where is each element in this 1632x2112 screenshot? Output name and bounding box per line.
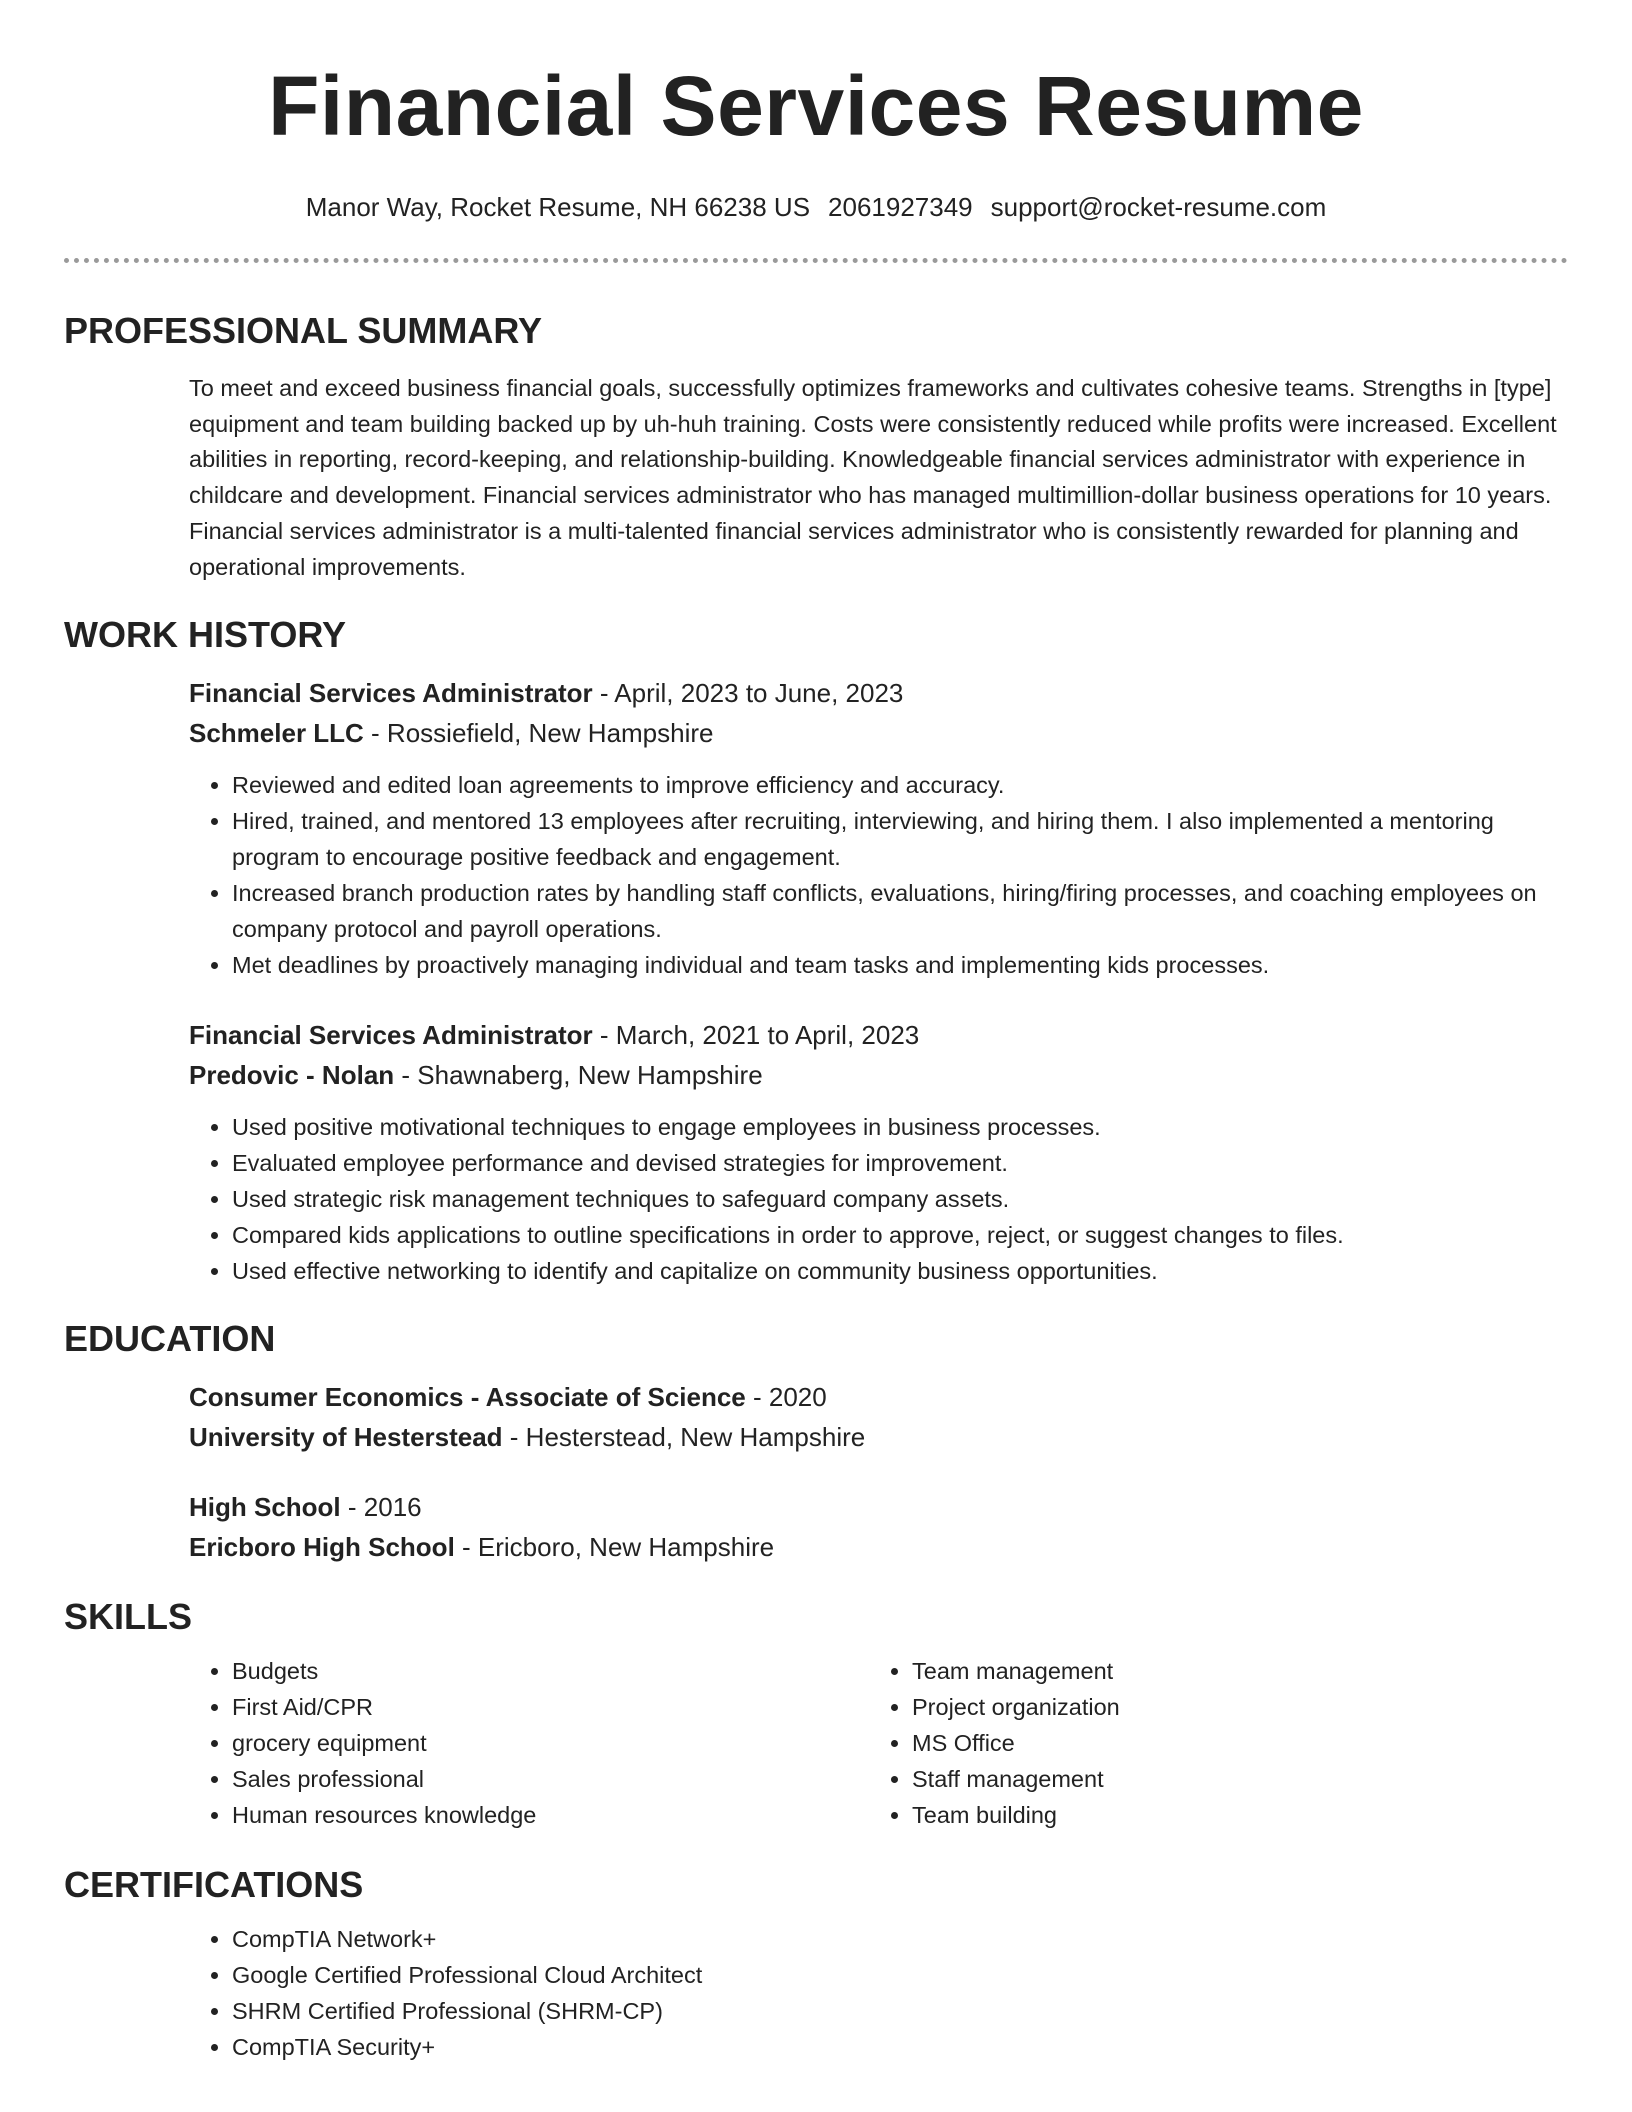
work-section: [64, 613, 1568, 1289]
list-item: • Sales professional: [232, 1761, 869, 1797]
education-degree: Consumer Economics - Associate of Science: [189, 1382, 746, 1413]
education-school: University of Hesterstead: [189, 1422, 503, 1453]
contact-phone: 2061927349: [828, 192, 973, 222]
education-school-line: [189, 1417, 1568, 1457]
job-entry: [189, 1015, 1568, 1289]
skills-list: [869, 1653, 1549, 1833]
education-entry: [189, 1487, 1568, 1567]
list-item: • Team building: [912, 1797, 1549, 1833]
education-entry: [189, 1377, 1568, 1457]
contact-email: support@rocket-resume.com: [990, 192, 1327, 222]
education-body: [189, 1377, 1568, 1567]
header-divider: [64, 258, 1568, 263]
job-dates: - April, 2023 to June, 2023: [592, 678, 904, 709]
skills-body: [189, 1653, 1568, 1833]
job-entry: [189, 673, 1568, 983]
certifications-body: [189, 1921, 1568, 2065]
summary-text: To meet and exceed business financial goals, successfully optimizes frameworks and cultivates cohesive teams. Strengths in [type] equipment and team building backed up by uh-huh training. Costs were consistently reduced while profits were increased. Excellent abilities in reporting, record-keeping, and relationship-building. Knowledgeable financial services administrator with experience in childcare and development. Financial services administrator who has managed multimillion-dollar business operations for 10 years. Financial services administrator is a multi-talented financial services administrator who is consistently rewarded for planning and operational improvements.: [189, 375, 1557, 580]
skills-column-right: [869, 1653, 1549, 1833]
job-location: - Rossiefield, New Hampshire: [363, 718, 714, 749]
education-degree-line: [189, 1487, 1568, 1527]
list-item: • Evaluated employee performance and devised strategies for improvement.: [232, 1145, 1568, 1181]
list-item: • Used effective networking to identify and capitalize on community business opportunities.: [232, 1253, 1568, 1289]
contact-address: Manor Way, Rocket Resume, NH 66238 US: [305, 192, 811, 222]
work-body: [189, 673, 1568, 1289]
certifications-section: [64, 1863, 1568, 2065]
list-item: • Compared kids applications to outline specifications in order to approve, reject, or suggest changes to files.: [232, 1217, 1568, 1253]
list-item: • Team management: [912, 1653, 1549, 1689]
education-year: - 2016: [340, 1492, 422, 1523]
summary-section: [64, 309, 1568, 585]
skills-list: [189, 1653, 869, 1833]
list-item: • Reviewed and edited loan agreements to improve efficiency and accuracy.: [232, 767, 1568, 803]
work-heading: WORK HISTORY: [64, 614, 347, 656]
list-item: • First Aid/CPR: [232, 1689, 869, 1725]
education-year: - 2020: [745, 1382, 827, 1413]
list-item: • grocery equipment: [232, 1725, 869, 1761]
list-item: • CompTIA Network+: [232, 1921, 1568, 1957]
list-item: • Hired, trained, and mentored 13 employees after recruiting, interviewing, and hiring them. I also implemented a mentoring program to encourage positive feedback and engagement.: [232, 803, 1568, 875]
job-bullets: [189, 767, 1568, 983]
job-role: Financial Services Administrator: [189, 1020, 593, 1051]
job-role-line: [189, 673, 1568, 713]
job-company-line: [189, 1055, 1568, 1095]
list-item: • Used strategic risk management techniques to safeguard company assets.: [232, 1181, 1568, 1217]
list-item: • MS Office: [912, 1725, 1549, 1761]
job-company: Schmeler LLC: [189, 718, 364, 749]
education-degree: High School: [189, 1492, 341, 1523]
list-item: • Project organization: [912, 1689, 1549, 1725]
education-school: Ericboro High School: [189, 1532, 455, 1563]
summary-heading: PROFESSIONAL SUMMARY: [64, 310, 543, 351]
list-item: • CompTIA Security+: [232, 2029, 1568, 2065]
education-degree-line: [189, 1377, 1568, 1417]
list-item: • Increased branch production rates by handling staff conflicts, evaluations, hiring/firing processes, and coaching employees on company protocol and payroll operations.: [232, 875, 1568, 947]
certifications-heading: CERTIFICATIONS: [64, 1864, 364, 1906]
skills-section: [64, 1595, 1568, 1833]
job-location: - Shawnaberg, New Hampshire: [394, 1060, 763, 1091]
contact-line: [64, 190, 1568, 224]
list-item: • Human resources knowledge: [232, 1797, 869, 1833]
education-school-line: [189, 1527, 1568, 1567]
list-item: • Used positive motivational techniques to engage employees in business processes.: [232, 1109, 1568, 1145]
job-bullets: [189, 1109, 1568, 1289]
job-company-line: [189, 713, 1568, 753]
job-company: Predovic - Nolan: [189, 1060, 395, 1091]
education-location: - Ericboro, New Hampshire: [454, 1532, 775, 1563]
resume-title: Financial Services Resume: [268, 59, 1364, 153]
skills-column-left: [189, 1653, 869, 1833]
education-heading: EDUCATION: [64, 1318, 276, 1360]
summary-body: [189, 371, 1568, 585]
list-item: • Staff management: [912, 1761, 1549, 1797]
job-role-line: [189, 1015, 1568, 1055]
certifications-list: [189, 1921, 1568, 2065]
job-role: Financial Services Administrator: [189, 678, 593, 709]
list-item: • Met deadlines by proactively managing individual and team tasks and implementing kids processes.: [232, 947, 1568, 983]
education-location: - Hesterstead, New Hampshire: [502, 1422, 866, 1453]
skills-heading: SKILLS: [64, 1596, 193, 1638]
list-item: • Budgets: [232, 1653, 869, 1689]
education-section: [64, 1317, 1568, 1567]
list-item: • SHRM Certified Professional (SHRM-CP): [232, 1993, 1568, 2029]
resume-header: [64, 0, 1568, 224]
list-item: • Google Certified Professional Cloud Architect: [232, 1957, 1568, 1993]
job-dates: - March, 2021 to April, 2023: [592, 1020, 920, 1051]
